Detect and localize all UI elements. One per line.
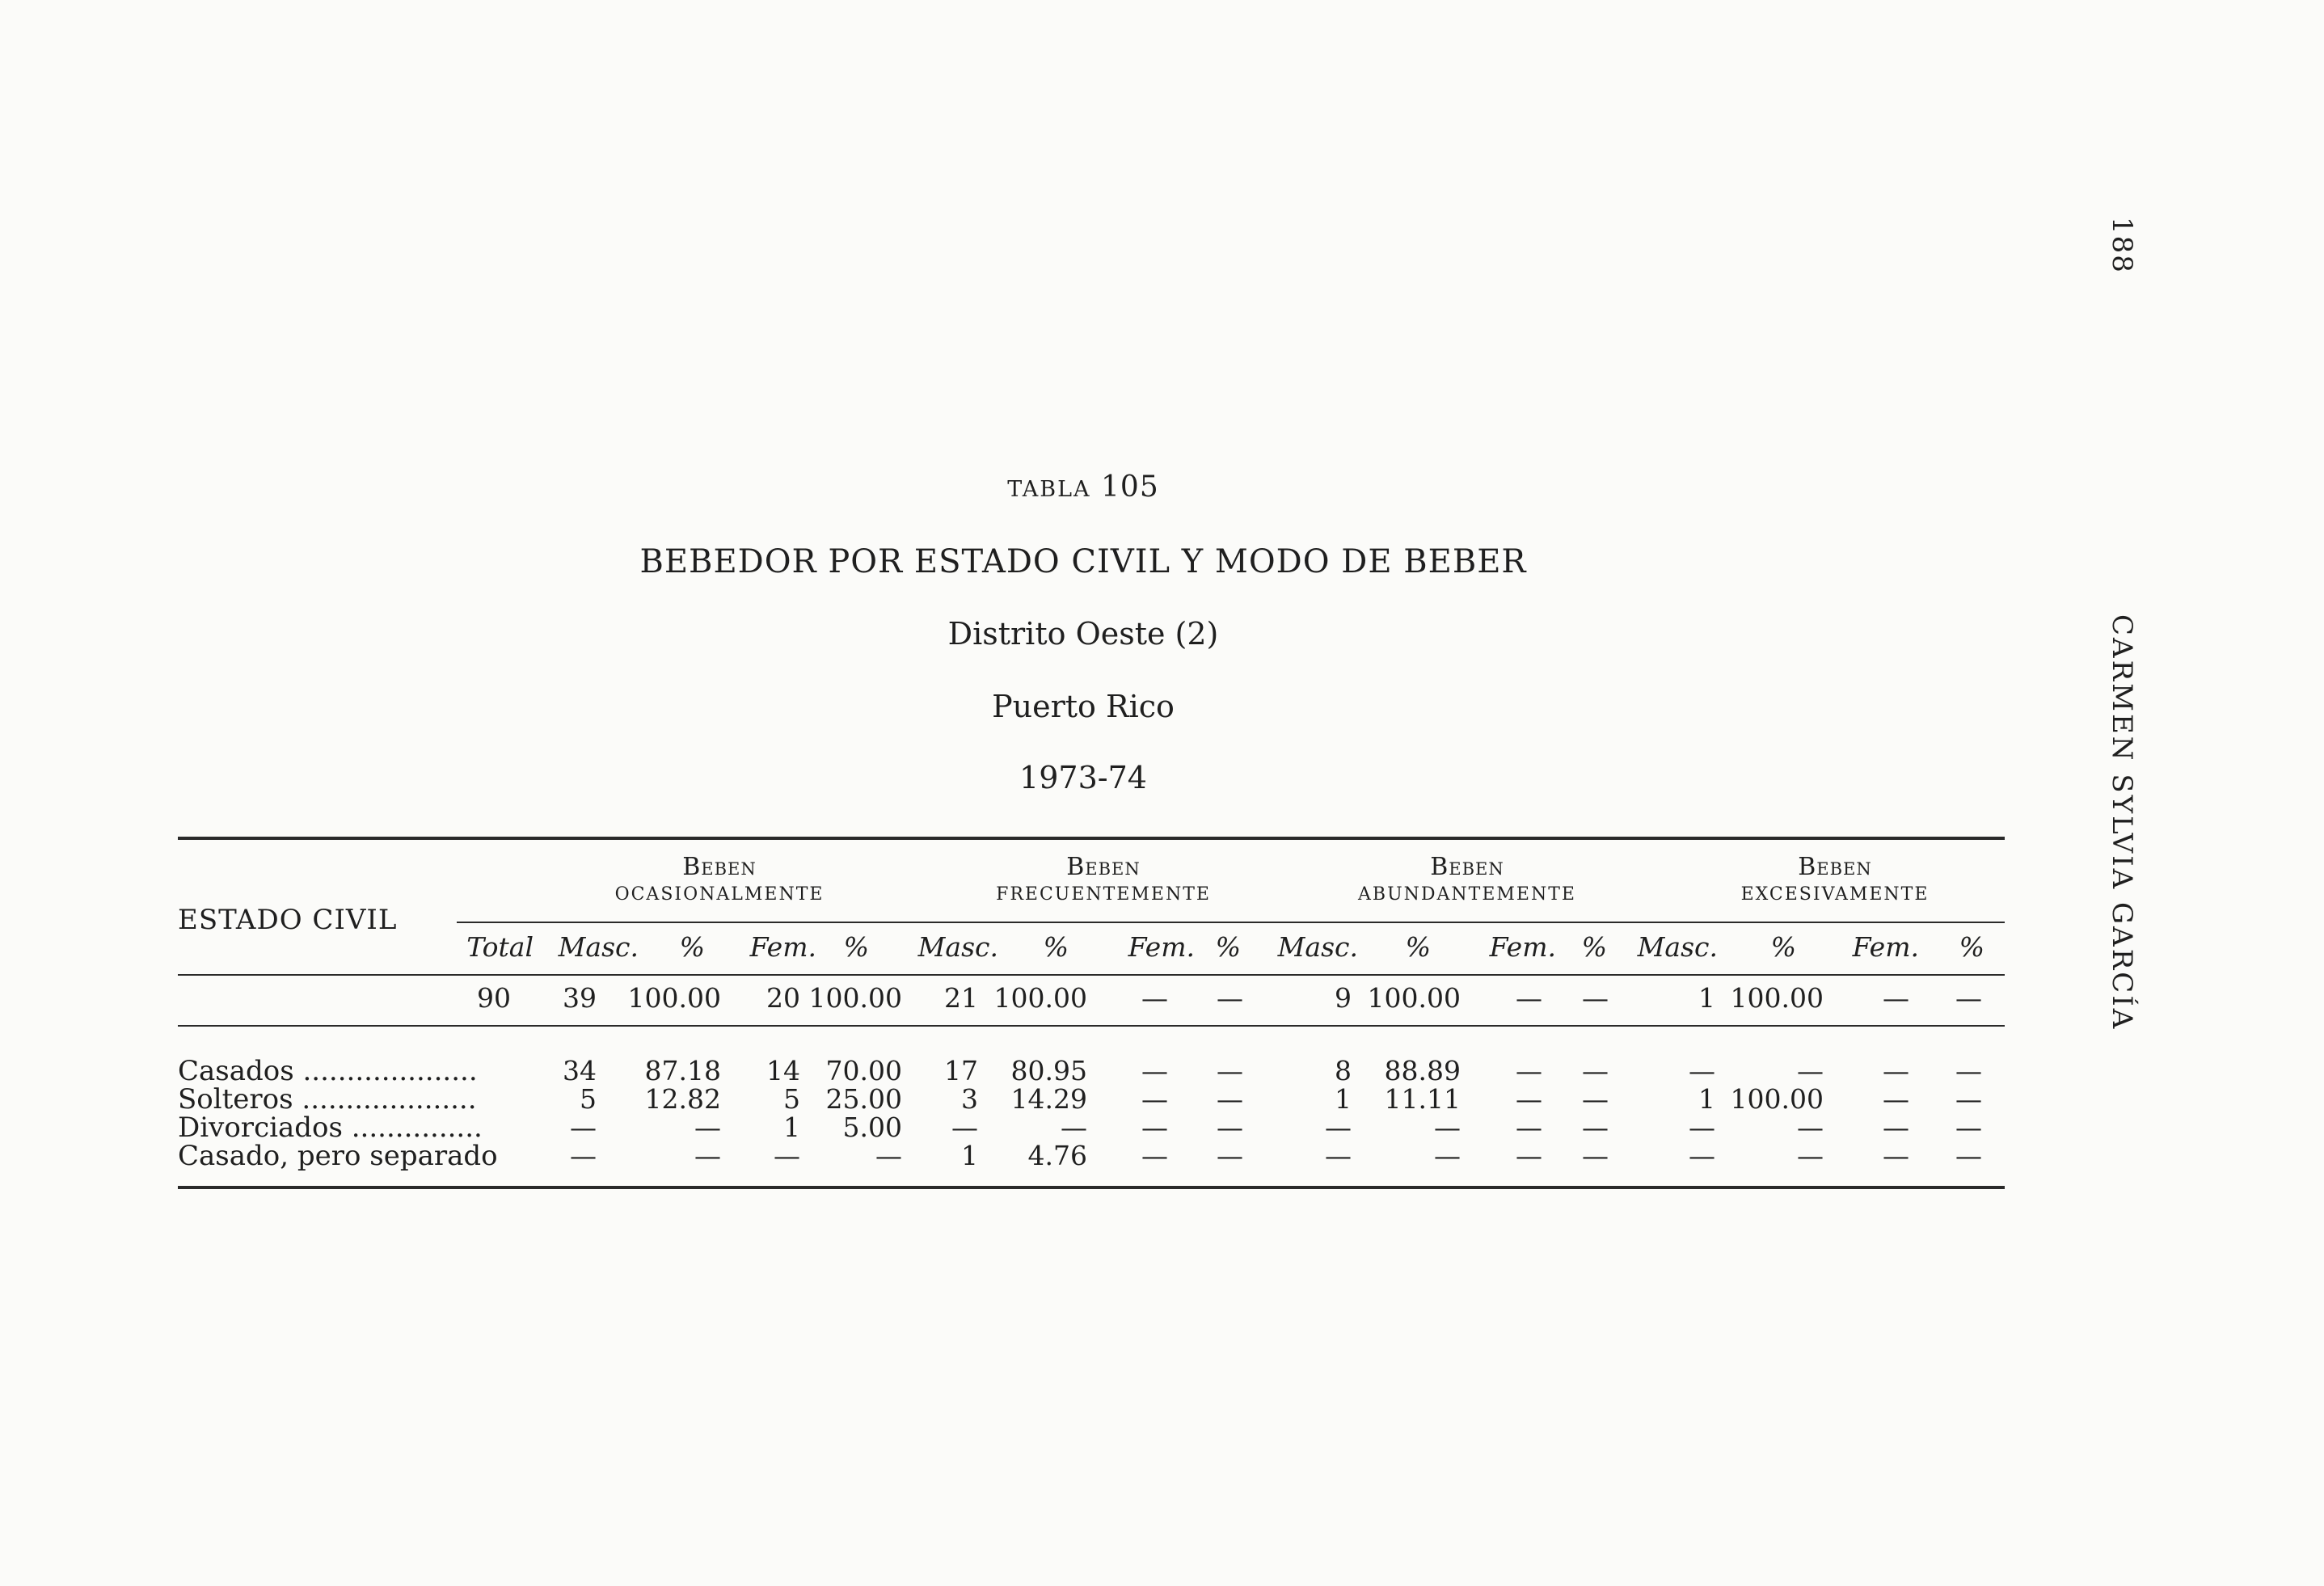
group-header-ocasionalmente: Beben OCASIONALMENTE: [614, 853, 825, 905]
table-cell: 25.00: [825, 1083, 902, 1115]
table-bottom-rule: [178, 1186, 2005, 1189]
running-head: CARMEN SYLVIA GARCÍA: [2106, 614, 2138, 1031]
total-cell: 100.00: [808, 982, 902, 1014]
table-cell: 1: [1335, 1083, 1352, 1115]
subtitle-district: Distrito Oeste (2): [947, 616, 1219, 652]
table-cell: —: [1955, 1140, 1982, 1171]
column-header: %: [1959, 931, 1984, 963]
column-header: Masc.: [917, 931, 998, 963]
column-header: Fem.: [749, 931, 816, 963]
column-header: Total: [466, 931, 534, 963]
table-number: 105: [1101, 470, 1159, 504]
table-label: [0, 470, 2166, 504]
page-number: 188: [2106, 217, 2138, 274]
row-label: Casado, pero separado: [178, 1140, 498, 1172]
group-header-rule: [457, 922, 2005, 923]
table-cell: —: [1217, 1083, 1243, 1115]
table-cell: 34: [563, 1055, 597, 1086]
table-cell: —: [1797, 1055, 1824, 1086]
column-header: Fem.: [1489, 931, 1556, 963]
column-header: %: [1770, 931, 1796, 963]
table-cell: —: [1217, 1111, 1243, 1143]
table-cell: 1: [783, 1111, 800, 1143]
table-cell: —: [1689, 1055, 1715, 1086]
table-title: BEBEDOR POR ESTADO CIVIL Y MODO DE BEBER: [639, 543, 1527, 580]
table-cell: —: [694, 1111, 721, 1143]
table-cell: —: [1141, 1083, 1168, 1115]
table-cell: 3: [961, 1083, 978, 1115]
column-header: Fem.: [1852, 931, 1919, 963]
column-header: %: [1215, 931, 1241, 963]
table-cell: 5: [783, 1083, 800, 1115]
total-cell: 20: [766, 982, 800, 1014]
table-cell: —: [951, 1111, 978, 1143]
subtitle-period: 1973-74: [1019, 760, 1147, 795]
table-cell: —: [1141, 1055, 1168, 1086]
column-header: %: [679, 931, 705, 963]
table-cell: —: [1325, 1111, 1352, 1143]
table-cell: —: [1516, 1083, 1542, 1115]
table-cell: —: [1217, 1140, 1243, 1171]
total-cell: 9: [1335, 982, 1352, 1014]
table-cell: —: [1516, 1055, 1542, 1086]
group-header-excesivamente: Beben EXCESIVAMENTE: [1740, 853, 1930, 905]
row-label: Divorciados ...............: [178, 1111, 483, 1144]
table-cell: —: [1689, 1111, 1715, 1143]
column-header: Masc.: [1637, 931, 1718, 963]
table-cell: 5: [580, 1083, 597, 1115]
table-cell: 88.89: [1384, 1055, 1461, 1086]
total-cell: 100.00: [1730, 982, 1824, 1014]
table-cell: —: [1883, 1140, 1909, 1171]
table-cell: —: [1141, 1140, 1168, 1171]
group-header-frecuentemente: Beben FRECUENTEMENTE: [996, 853, 1211, 905]
table-cell: —: [1955, 1111, 1982, 1143]
table-cell: —: [1797, 1140, 1824, 1171]
column-header: %: [1405, 931, 1431, 963]
table-label-prefix: TABLA: [1007, 477, 1091, 502]
total-cell: 100.00: [627, 982, 721, 1014]
table-cell: —: [1797, 1111, 1824, 1143]
total-cell: 100.00: [1367, 982, 1461, 1014]
table-cell: 100.00: [1730, 1083, 1824, 1115]
table-cell: —: [875, 1140, 902, 1171]
table-cell: 8: [1335, 1055, 1352, 1086]
table-cell: —: [1516, 1140, 1542, 1171]
table-cell: —: [570, 1111, 597, 1143]
table-cell: 4.76: [1027, 1140, 1087, 1171]
table-cell: —: [1582, 1140, 1609, 1171]
column-header: %: [1581, 931, 1607, 963]
subtitle-country: Puerto Rico: [992, 689, 1175, 724]
table-cell: 1: [961, 1140, 978, 1171]
table-top-rule: [178, 837, 2005, 840]
table-cell: 1: [1698, 1083, 1715, 1115]
table-cell: 12.82: [644, 1083, 721, 1115]
total-cell: —: [1582, 982, 1609, 1014]
table-cell: —: [1141, 1111, 1168, 1143]
table-cell: —: [1955, 1083, 1982, 1115]
total-cell: 1: [1698, 982, 1715, 1014]
table-cell: 14.29: [1010, 1083, 1087, 1115]
total-cell: —: [1516, 982, 1542, 1014]
total-cell: 100.00: [993, 982, 1087, 1014]
table-cell: 11.11: [1384, 1083, 1461, 1115]
total-cell: —: [1955, 982, 1982, 1014]
table-cell: 70.00: [825, 1055, 902, 1086]
table-cell: —: [1883, 1083, 1909, 1115]
total-cell: 39: [563, 982, 597, 1014]
column-header-rule: [178, 974, 2005, 976]
total-cell: 90: [477, 982, 511, 1014]
column-header: Masc.: [558, 931, 639, 963]
table-cell: —: [1883, 1055, 1909, 1086]
table-cell: —: [1325, 1140, 1352, 1171]
table-cell: 14: [766, 1055, 800, 1086]
table-cell: 87.18: [644, 1055, 721, 1086]
table-cell: 17: [944, 1055, 978, 1086]
table-cell: —: [774, 1140, 800, 1171]
total-cell: —: [1141, 982, 1168, 1014]
table-cell: —: [1689, 1140, 1715, 1171]
stub-header: ESTADO CIVIL: [178, 904, 398, 936]
table-cell: —: [1582, 1055, 1609, 1086]
table-cell: —: [1883, 1111, 1909, 1143]
table-cell: —: [1217, 1055, 1243, 1086]
column-header: %: [843, 931, 869, 963]
table-cell: —: [1582, 1083, 1609, 1115]
column-header: Masc.: [1277, 931, 1358, 963]
table-cell: —: [1955, 1055, 1982, 1086]
column-header: Fem.: [1128, 931, 1195, 963]
table-cell: —: [1434, 1111, 1461, 1143]
total-cell: —: [1883, 982, 1909, 1014]
table-cell: —: [1061, 1111, 1087, 1143]
table-cell: —: [694, 1140, 721, 1171]
table-cell: —: [1582, 1111, 1609, 1143]
total-cell: —: [1217, 982, 1243, 1014]
column-header: %: [1043, 931, 1069, 963]
total-row-rule: [178, 1025, 2005, 1027]
table-cell: —: [1434, 1140, 1461, 1171]
table-cell: 80.95: [1010, 1055, 1087, 1086]
table-cell: —: [1516, 1111, 1542, 1143]
table-cell: 5.00: [842, 1111, 902, 1143]
group-header-abundantemente: Beben ABUNDANTEMENTE: [1358, 853, 1576, 905]
total-cell: 21: [944, 982, 978, 1014]
table-cell: —: [570, 1140, 597, 1171]
row-label: Casados ....................: [178, 1055, 478, 1087]
row-label: Solteros ....................: [178, 1083, 477, 1116]
